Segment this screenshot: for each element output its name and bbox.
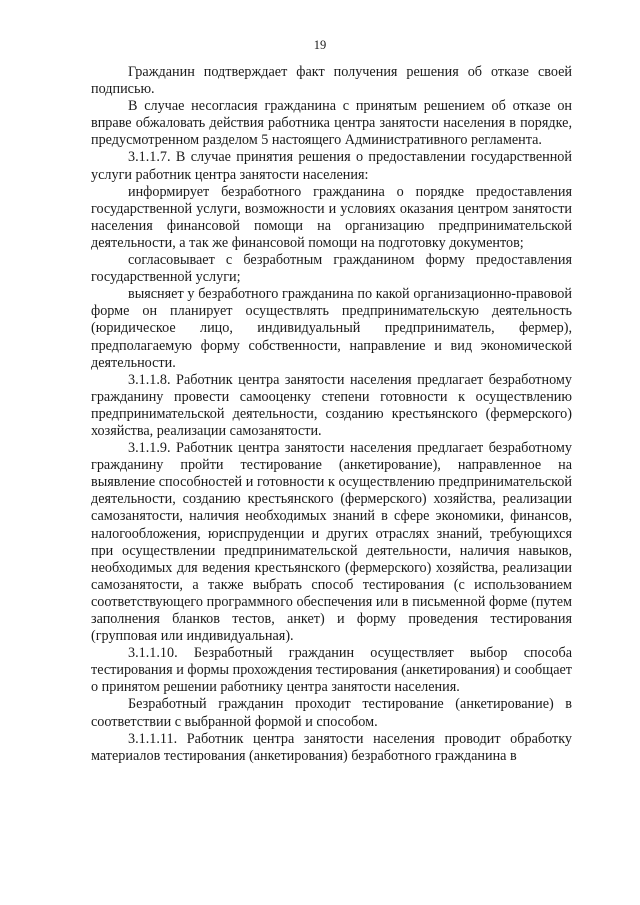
paragraph-2: В случае несогласия гражданина с принятым решением об отказе он вправе обжаловать действия работника центра занятости населения в порядке, предусмотренном разделом 5 настоящего Административного регламента. [91, 98, 572, 149]
paragraph-7: 3.1.1.8. Работник центра занятости населения предлагает безработному гражданину провести самооценку степени готовности к осуществлению предпринимательской деятельности, созданию крестьянского (фермерского) хозяйства, реализации самозанятости. [91, 371, 572, 439]
document-body [91, 64, 572, 765]
paragraph-5: согласовывает с безработным гражданином форму предоставления государственной услуги; [91, 252, 572, 286]
paragraph-9: 3.1.1.10. Безработный гражданин осуществляет выбор способа тестирования и формы прохождения тестирования (анкетирования) и сообщает о принятом решении работнику центра занятости населения. [91, 645, 572, 696]
paragraph-11: 3.1.1.11. Работник центра занятости населения проводит обработку материалов тестирования (анкетирования) безработного гражданина в [91, 730, 572, 764]
paragraph-4: информирует безработного гражданина о порядке предоставления государственной услуги, возможности и условиях оказания центром занятости населения финансовой помощи на организацию предпринимательской деятельности, а так же финансовой помощи на подготовку документов; [91, 183, 572, 251]
paragraph-6: выясняет у безработного гражданина по какой организационно-правовой форме он планирует осуществлять предпринимательскую деятельность (юридическое лицо, индивидуальный предприниматель, фермер), предполагаемую форму собственности, направление и вид экономической деятельности. [91, 286, 572, 371]
paragraph-10: Безработный гражданин проходит тестирование (анкетирование) в соответствии с выбранной формой и способом. [91, 696, 572, 730]
paragraph-3: 3.1.1.7. В случае принятия решения о предоставлении государственной услуги работник центра занятости населения: [91, 149, 572, 183]
paragraph-8: 3.1.1.9. Работник центра занятости населения предлагает безработному гражданину пройти тестирование (анкетирование), направленное на выявление способностей и готовности к осуществлению предпринимательской деятельности, созданию крестьянского (фермерского) хозяйства, реализации самозанятости, наличия необходимых знаний в сфере экономики, финансов, налогообложения, юриспруденции и других отраслях знаний, требующихся при осуществлении предпринимательской деятельности, наличия навыков, необходимых для ведения крестьянского (фермерского) хозяйства, реализации самозанятости, а также выбрать способ тестирования (с использованием соответствующего программного обеспечения или в письменной форме (путем заполнения бланков тестов, анкет) и форму проведения тестирования (групповая или индивидуальная). [91, 440, 572, 645]
page-number: 19 [313, 38, 327, 52]
paragraph-1: Гражданин подтверждает факт получения решения об отказе своей подписью. [91, 64, 572, 98]
